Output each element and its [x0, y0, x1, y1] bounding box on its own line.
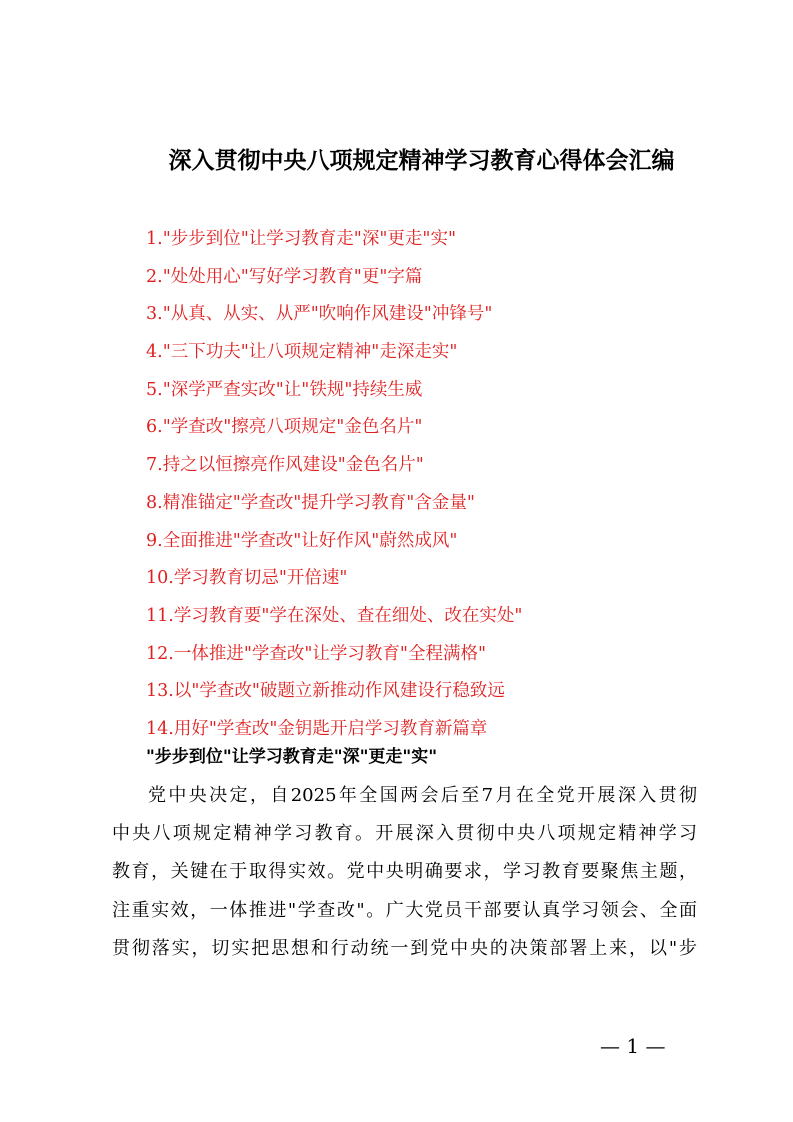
toc-item: 7.持之以恒擦亮作风建设"金色名片": [146, 455, 424, 476]
toc-item: 5."深学严查实改"让"铁规"持续生威: [146, 379, 423, 400]
page-number: — 1 —: [600, 1034, 666, 1058]
paragraph-line: 教育，关键在于取得实效。党中央明确要求，学习教育要聚焦主题，: [112, 861, 697, 883]
toc-item: 13.以"学查改"破题立新推动作风建设行稳致远: [146, 681, 505, 702]
document-title: 深入贯彻中央八项规定精神学习教育心得体会汇编: [168, 148, 675, 174]
toc-item: 12.一体推进"学查改"让学习教育"全程满格": [146, 643, 487, 664]
paragraph-line: 注重实效，一体推进"学查改"。广大党员干部要认真学习领会、全面: [112, 899, 697, 921]
toc-item: 14.用好"学查改"金钥匙开启学习教育新篇章: [146, 718, 488, 739]
paragraph-line: 贯彻落实，切实把思想和行动统一到党中央的决策部署上来，以"步: [112, 937, 697, 959]
section-heading: "步步到位"让学习教育走"深"更走"实": [146, 747, 438, 767]
toc-item: 2."处处用心"写好学习教育"更"字篇: [146, 266, 423, 287]
toc-item: 11.学习教育要"学在深处、查在细处、改在实处": [146, 605, 523, 626]
paragraph-line: 中央八项规定精神学习教育。开展深入贯彻中央八项规定精神学习: [112, 823, 697, 845]
toc-item: 6."学查改"擦亮八项规定"金色名片": [146, 417, 423, 438]
body-paragraph: [112, 781, 697, 972]
toc-item: 4."三下功夫"让八项规定精神"走深走实": [146, 342, 458, 363]
toc-item: 10.学习教育切忌"开倍速": [146, 568, 348, 589]
table-of-contents: [146, 224, 522, 752]
toc-item: 3."从真、从实、从严"吹响作风建设"冲锋号": [146, 304, 493, 325]
toc-item: 1."步步到位"让学习教育走"深"更走"实": [146, 229, 456, 249]
toc-item: 9.全面推进"学查改"让好作风"蔚然成风": [146, 530, 458, 551]
paragraph-line: 党中央决定，自2025年全国两会后至7月在全党开展深入贯彻: [148, 785, 697, 806]
toc-item: 8.精准锚定"学查改"提升学习教育"含金量": [146, 492, 475, 513]
